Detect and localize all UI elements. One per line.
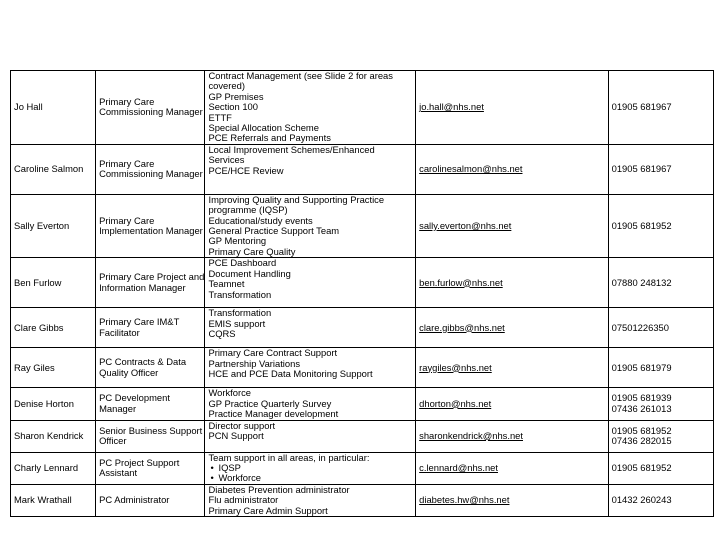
email-link[interactable]: ben.furlow@nhs.net — [419, 276, 503, 288]
responsibility-line: General Practice Support Team — [208, 225, 340, 237]
contact-name-cell — [11, 194, 96, 257]
contact-role-line: Information Manager — [99, 281, 186, 293]
email-cell — [416, 484, 608, 516]
responsibility-line: ETTF — [208, 111, 232, 123]
table-row — [11, 452, 714, 484]
responsibilities-cell — [205, 258, 416, 308]
table-row — [11, 388, 714, 420]
email-link[interactable]: sally.everton@nhs.net — [419, 219, 512, 231]
responsibility-line: Local Improvement Schemes/Enhanced — [208, 144, 375, 155]
contact-role-line: Commissioning Manager — [99, 168, 203, 180]
phone-number: 07501226350 — [611, 321, 669, 333]
responsibility-line: EMIS support — [208, 317, 266, 329]
contact-name: Charly Lennard — [14, 461, 79, 473]
contact-role-cell — [96, 388, 205, 420]
responsibility-line: PCE Referrals and Payments — [208, 132, 331, 144]
responsibility-line: Transformation — [208, 288, 272, 300]
contact-name: Mark Wrathall — [14, 494, 72, 506]
contact-role-line: PC Project Support — [99, 456, 180, 468]
email-cell — [416, 348, 608, 388]
contact-role-cell — [96, 71, 205, 145]
email-link[interactable]: raygiles@nhs.net — [419, 361, 492, 373]
responsibility-line: GP Mentoring — [208, 235, 267, 247]
responsibility-line: Director support — [208, 420, 276, 431]
contact-name: Caroline Salmon — [14, 163, 84, 175]
phone-cell — [608, 71, 713, 145]
responsibility-line: Diabetes Prevention administrator — [208, 484, 350, 495]
email-link[interactable]: jo.hall@nhs.net — [419, 101, 484, 113]
contact-role-line: PC Contracts & Data — [99, 356, 187, 368]
responsibility-line: Team support in all areas, in particular: — [208, 452, 370, 463]
phone-cell — [608, 388, 713, 420]
responsibility-line: Primary Care Contract Support — [208, 347, 338, 359]
table-row — [11, 420, 714, 452]
responsibilities-cell — [205, 420, 416, 452]
contact-name: Sharon Kendrick — [14, 429, 84, 441]
phone-cell — [608, 194, 713, 257]
contact-name: Sally Everton — [14, 219, 70, 231]
phone-number: 01905 681952 — [611, 219, 672, 231]
contact-role-cell — [96, 194, 205, 257]
email-cell — [416, 452, 608, 484]
table-row — [11, 194, 714, 257]
table-row — [11, 308, 714, 348]
contact-name-cell — [11, 484, 96, 516]
contact-name: Ray Giles — [14, 361, 55, 373]
responsibility-line: Document Handling — [208, 267, 291, 279]
contact-name: Denise Horton — [14, 397, 74, 409]
responsibility-bullet-list — [208, 463, 412, 484]
contact-name-cell — [11, 258, 96, 308]
contact-role-line: Assistant — [99, 467, 138, 479]
responsibility-line: PCE/HCE Review — [208, 164, 284, 176]
contact-role-line: Senior Business Support — [99, 424, 203, 436]
contact-role-cell — [96, 348, 205, 388]
table-row — [11, 258, 714, 308]
responsibility-line: HCE and PCE Data Monitoring Support — [208, 368, 373, 380]
email-link[interactable]: dhorton@nhs.net — [419, 397, 492, 409]
responsibility-line: covered) — [208, 80, 245, 92]
responsibility-line: Flu administrator — [208, 494, 279, 506]
responsibility-line: GP Premises — [208, 90, 264, 102]
contact-name-cell — [11, 144, 96, 194]
contact-role-line: Primary Care — [99, 157, 155, 169]
email-cell — [416, 258, 608, 308]
phone-number: 01905 681967 — [611, 163, 672, 175]
email-cell — [416, 388, 608, 420]
email-cell — [416, 308, 608, 348]
contact-role-line: Quality Officer — [99, 366, 159, 378]
contact-name-cell — [11, 452, 96, 484]
responsibilities-cell — [205, 194, 416, 257]
contact-role-line: Primary Care Project and — [99, 271, 205, 283]
responsibility-line: Contract Management (see Slide 2 for areas — [208, 70, 393, 81]
phone-number: 07880 248132 — [611, 276, 672, 288]
email-cell — [416, 144, 608, 194]
contact-role-line: Implementation Manager — [99, 225, 203, 237]
responsibility-line: Section 100 — [208, 101, 258, 113]
contact-role-line: Manager — [99, 402, 137, 414]
phone-number: 07436 261013 — [611, 402, 672, 414]
contacts-table-body — [11, 71, 714, 517]
responsibilities-cell — [205, 71, 416, 145]
responsibility-line: Primary Care Admin Support — [208, 504, 328, 516]
contact-role-line: Primary Care IM&T — [99, 316, 180, 328]
email-link[interactable]: clare.gibbs@nhs.net — [419, 321, 505, 333]
responsibility-line: Primary Care Quality — [208, 245, 296, 257]
contact-role-line: Officer — [99, 435, 127, 446]
responsibility-line: CQRS — [208, 328, 236, 340]
email-cell — [416, 71, 608, 145]
phone-number: 01905 681939 — [611, 392, 672, 404]
contact-name: Jo Hall — [14, 101, 43, 113]
contact-name: Clare Gibbs — [14, 321, 64, 333]
responsibilities-cell — [205, 452, 416, 484]
responsibilities-cell — [205, 388, 416, 420]
contacts-table — [10, 70, 714, 517]
phone-number: 01432 260243 — [611, 494, 672, 506]
phone-cell — [608, 144, 713, 194]
table-row — [11, 484, 714, 516]
phone-number: 07436 282015 — [611, 435, 672, 446]
responsibilities-cell — [205, 484, 416, 516]
responsibility-line: programme (IQSP) — [208, 204, 288, 216]
responsibilities-cell — [205, 308, 416, 348]
phone-number: 01905 681952 — [611, 461, 672, 473]
contact-role-cell — [96, 484, 205, 516]
responsibility-line: Partnership Variations — [208, 357, 301, 369]
responsibility-line: PCE Dashboard — [208, 257, 277, 269]
responsibilities-cell — [205, 348, 416, 388]
responsibility-line: PCN Support — [208, 429, 264, 441]
contact-role-cell — [96, 452, 205, 484]
phone-number: 01905 681967 — [611, 101, 672, 113]
phone-number: 01905 681979 — [611, 361, 672, 373]
contact-role-cell — [96, 258, 205, 308]
contact-role-line: Commissioning Manager — [99, 106, 203, 118]
email-link[interactable]: diabetes.hw@nhs.net — [419, 494, 510, 506]
responsibility-line: Teamnet — [208, 278, 245, 290]
responsibility-line: Improving Quality and Supporting Practice — [208, 194, 385, 205]
responsibility-bullet: • Workforce — [208, 473, 412, 483]
table-row — [11, 71, 714, 145]
responsibility-line: Educational/study events — [208, 214, 313, 226]
responsibility-line: GP Practice Quarterly Survey — [208, 397, 332, 409]
phone-cell — [608, 258, 713, 308]
contact-role-line: Primary Care — [99, 214, 155, 226]
phone-cell — [608, 484, 713, 516]
contact-name: Ben Furlow — [14, 276, 62, 288]
table-row — [11, 348, 714, 388]
phone-cell — [608, 420, 713, 452]
contact-role-line: Facilitator — [99, 326, 140, 338]
phone-cell — [608, 348, 713, 388]
contact-role-line: Primary Care — [99, 96, 155, 108]
responsibility-line: Services — [208, 154, 245, 166]
contact-role-line: PC Development — [99, 392, 170, 404]
phone-cell — [608, 308, 713, 348]
contact-name-cell — [11, 420, 96, 452]
email-cell — [416, 194, 608, 257]
contact-name-cell — [11, 348, 96, 388]
email-link[interactable]: carolinesalmon@nhs.net — [419, 163, 523, 175]
responsibility-line: Practice Manager development — [208, 408, 339, 420]
contact-name-cell — [11, 71, 96, 145]
contact-name-cell — [11, 308, 96, 348]
contact-role-cell — [96, 144, 205, 194]
responsibility-line: Transformation — [208, 307, 272, 319]
responsibilities-cell — [205, 144, 416, 194]
contact-role-cell — [96, 420, 205, 452]
contact-name-cell — [11, 388, 96, 420]
responsibility-line: Special Allocation Scheme — [208, 122, 319, 134]
email-link[interactable]: c.lennard@nhs.net — [419, 461, 498, 473]
responsibility-bullet: • IQSP — [208, 463, 412, 473]
contact-role-cell — [96, 308, 205, 348]
contact-role-line: PC Administrator — [99, 494, 170, 506]
responsibility-line: Workforce — [208, 387, 252, 399]
phone-cell — [608, 452, 713, 484]
table-row — [11, 144, 714, 194]
phone-number: 01905 681952 — [611, 424, 672, 436]
email-cell — [416, 420, 608, 452]
email-link[interactable]: sharonkendrick@nhs.net — [419, 429, 523, 441]
